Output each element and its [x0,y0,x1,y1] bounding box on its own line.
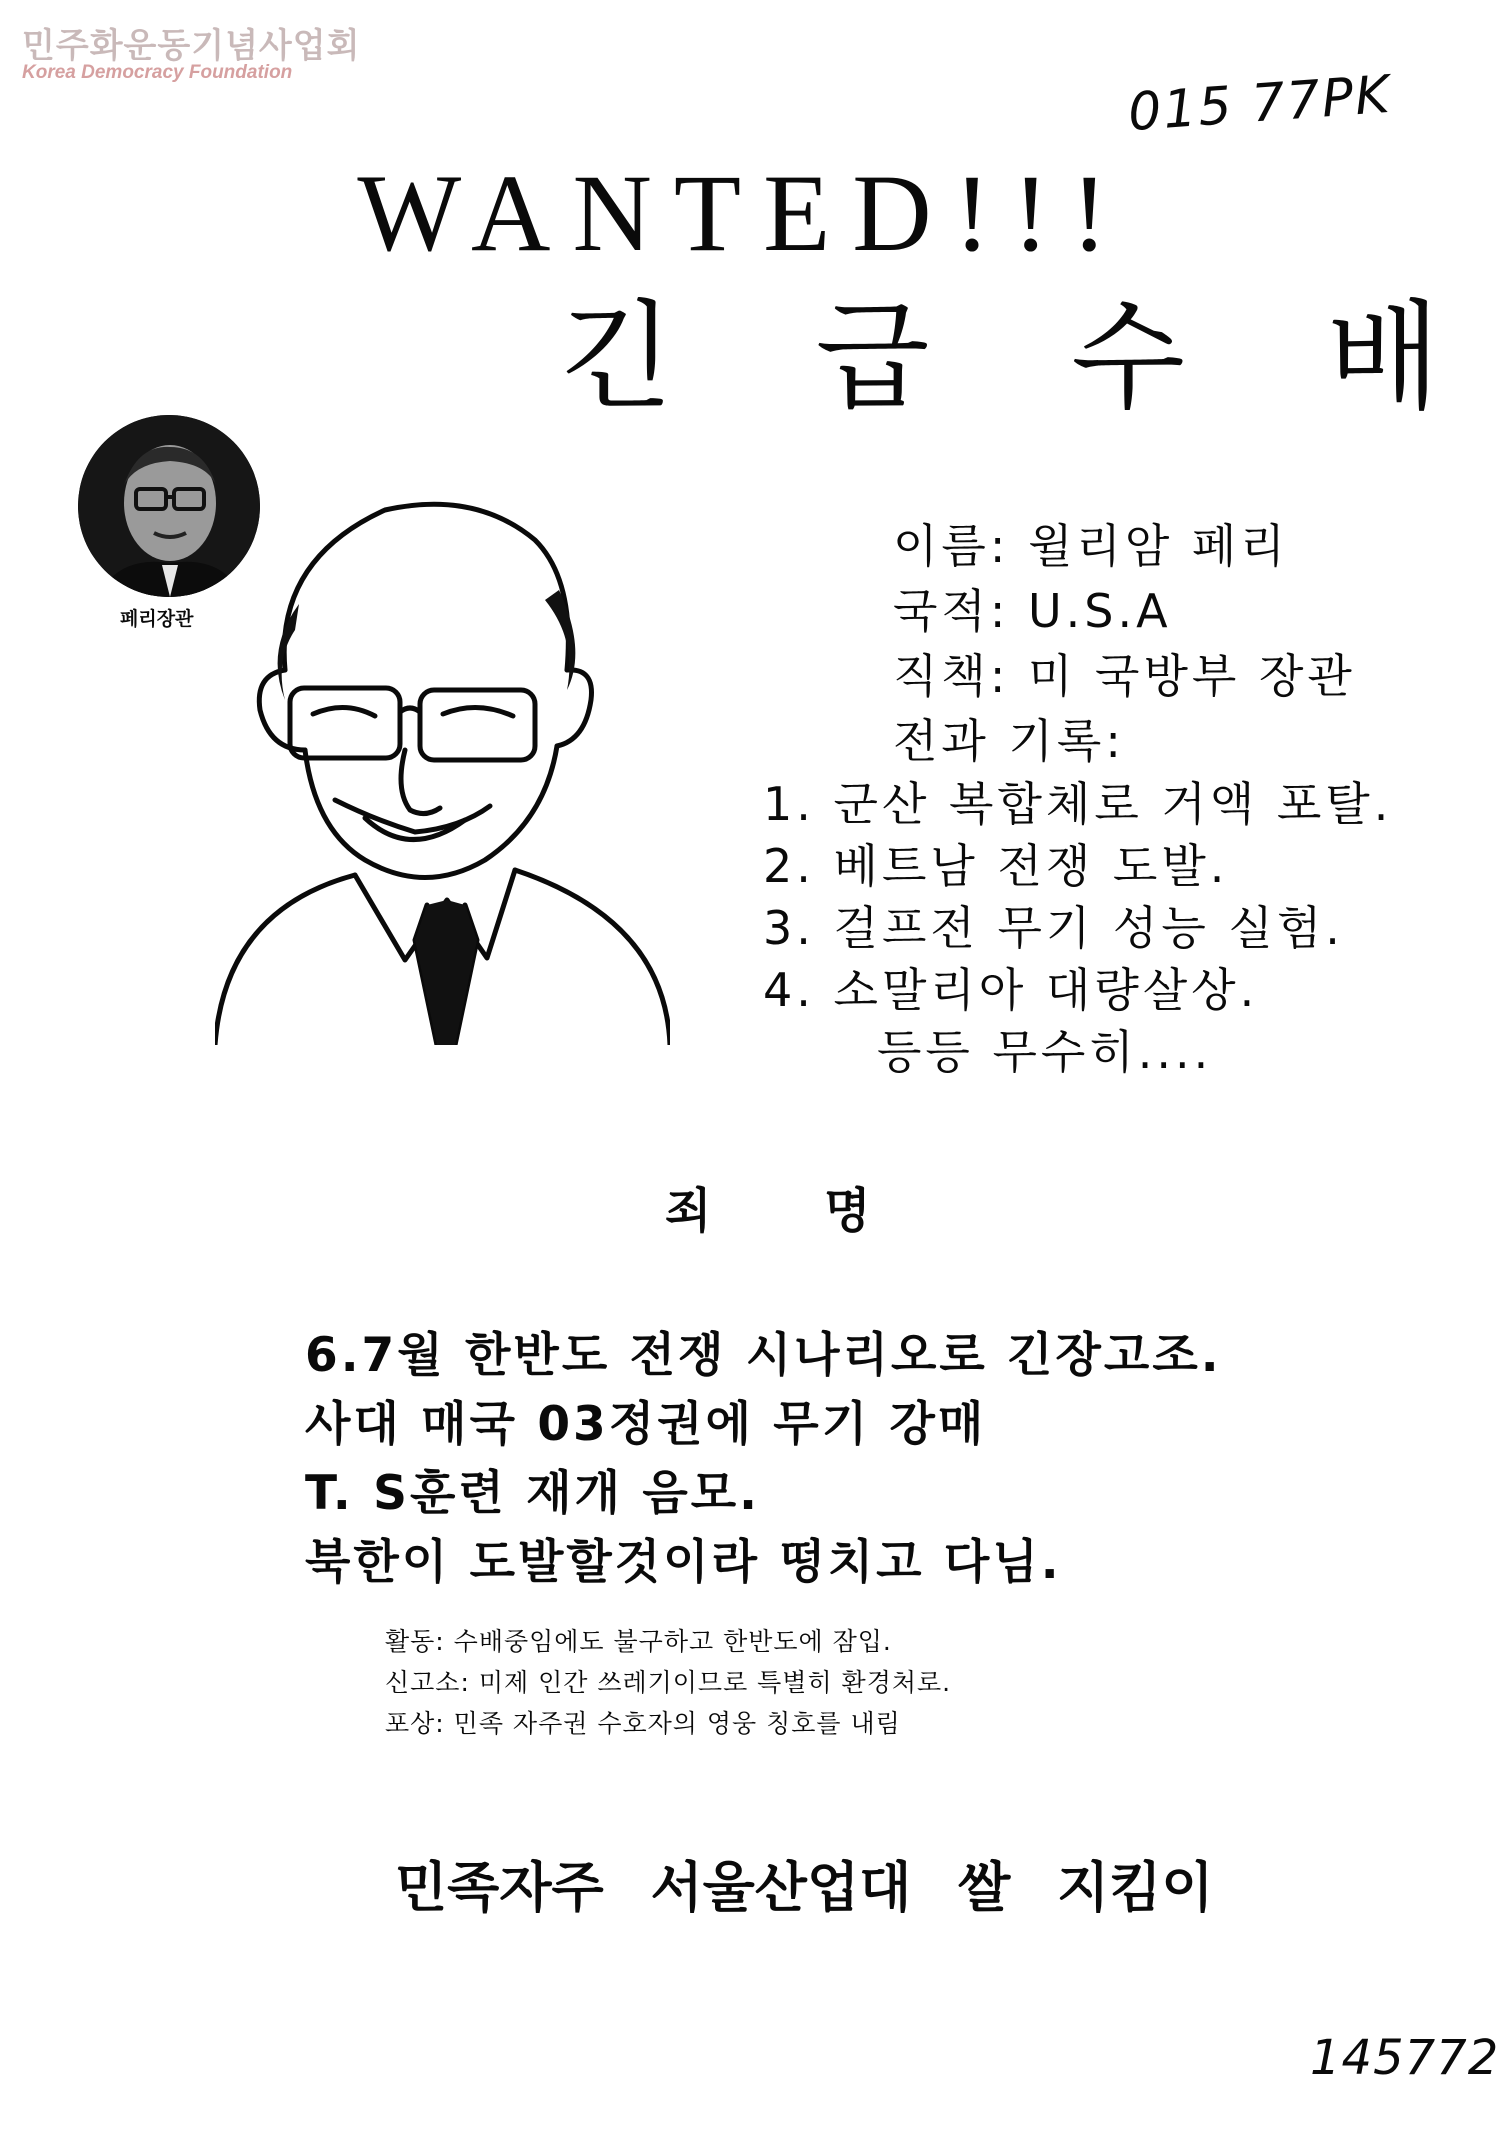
activity-note: 활동: 수배중임에도 불구하고 한반도에 잠입. [385,1627,892,1656]
caricature-drawing [215,500,670,1045]
criminal-record-item: 2. 베트남 전쟁 도발. [763,839,1229,893]
watermark-org-english: Korea Democracy Foundation [22,62,293,83]
criminal-record-item: 1. 군산 복합체로 거액 포탈. [763,777,1393,831]
criminal-record-heading: 전과 기록: [893,714,1125,768]
profile-name: 이름: 윌리암 페리 [893,519,1289,573]
photo-caption: 페리장관 [120,608,194,630]
criminal-record-item: 3. 걸프전 무기 성능 실험. [763,901,1344,955]
charge-line: 사대 매국 03정권에 무기 강매 [305,1397,987,1452]
urgent-wanted-title: 긴 급 수 배 [560,288,1493,426]
watermark-org-korean: 민주화운동기념사업회 [22,26,361,66]
report-note: 신고소: 미제 인간 쓰레기이므로 특별히 환경처로. [385,1668,952,1697]
profile-position: 직책: 미 국방부 장관 [893,649,1356,703]
criminal-record-item: 4. 소말리아 대량살상. [763,963,1259,1017]
signature-organization: 민족자주 서울산업대 쌀 지킴이 [395,1856,1214,1919]
handwritten-archive-code: 015 77PK [1126,64,1394,144]
handwritten-document-number: 145772 [1310,2030,1500,2086]
profile-nationality: 국적: U.S.A [893,584,1172,638]
criminal-record-more: 등등 무수히.... [877,1025,1213,1079]
wanted-title: WANTED!!! [357,152,1130,274]
charge-line: 6.7월 한반도 전쟁 시나리오로 긴장고조. [305,1328,1222,1383]
reward-note: 포상: 민족 자주권 수호자의 영웅 칭호를 내림 [385,1709,901,1738]
charge-line: T. S훈련 재개 음모. [305,1466,760,1521]
charge-line: 북한이 도발할것이라 떵치고 다님. [305,1535,1062,1590]
crimes-heading: 죄 명 [665,1183,871,1239]
